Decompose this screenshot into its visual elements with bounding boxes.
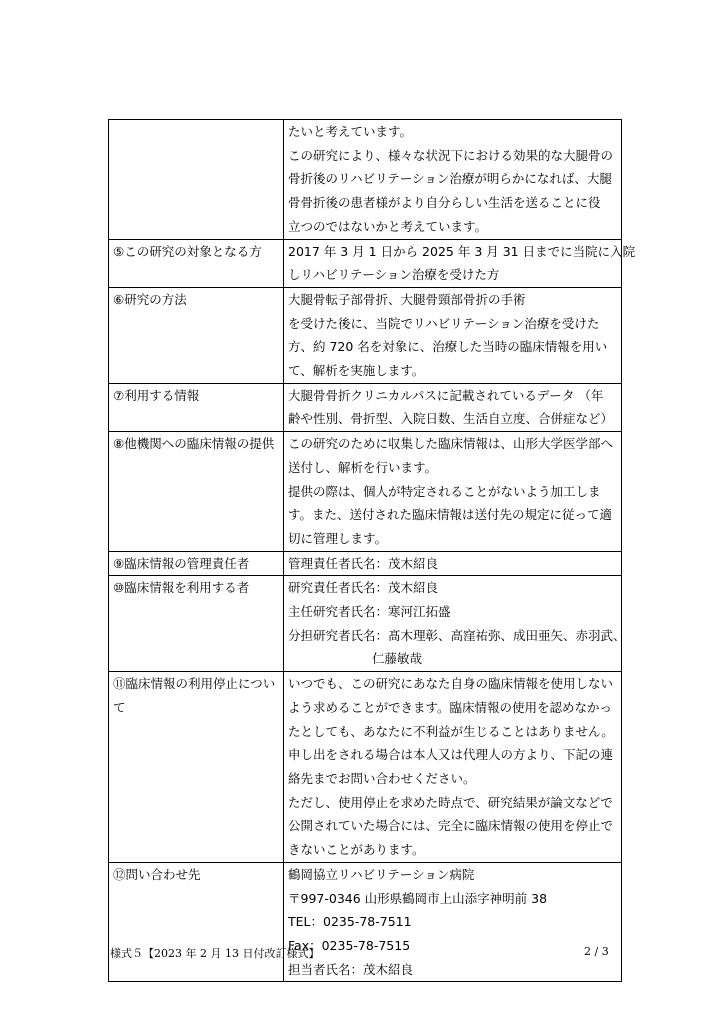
row-label [109,432,284,552]
table-row [109,287,622,383]
table-row [109,576,622,672]
info-table [108,119,636,982]
content-line: よう求めることができます。臨床情報の使用を認めなかっ [288,699,613,715]
row-label [109,239,284,287]
content-line: 送付し、解析を行います。 [288,459,438,475]
content-line: 分担研究者氏名：髙木理彰、高窪祐弥、成田亜矢、赤羽武、 [288,627,626,643]
content-line: 大腿骨骨折クリニカルパスに記載されているデータ （年 [288,387,604,403]
info-table-body [109,120,636,982]
label-line: ⑫問い合わせ先 [113,866,201,882]
footer-page-number: 2 / 3 [584,945,609,958]
row-content [284,576,626,672]
row-label [109,383,284,431]
label-line: ⑦利用する情報 [113,387,200,403]
content-line: しリハビリテーション治療を受けた方 [288,267,500,283]
label-line: ⑪臨床情報の利用停止につい [113,676,276,692]
label-line: て [113,699,126,715]
row-content [284,287,622,383]
content-line: 2017 年 3 月 1 日から 2025 年 3 月 31 日までに当院に入院 [288,243,636,259]
table-row [109,551,622,576]
content-line: いつでも、この研究にあなた自身の臨床情報を使用しない [288,676,614,692]
label-line: ⑥研究の方法 [113,291,187,307]
content-line: Fax：0235-78-7515 [288,937,411,953]
table-row [109,862,622,982]
content-line: ただし、使用停止を求めた時点で、研究結果が論文などで [288,794,613,810]
table-row [109,672,622,863]
content-line: 切に管理します。 [288,530,388,546]
content-line: 主任研究者氏名：寒河江拓盛 [288,604,451,620]
content-line: TEL：0235-78-7511 [288,914,412,930]
content-line: 担当者氏名：茂木紹良 [288,961,414,977]
content-line: す。また、送付された臨床情報は送付先の規定に従って適 [288,507,613,523]
content-line: たいと考えています。 [288,124,413,139]
content-line: きないことがあります。 [288,842,425,858]
content-line: この研究のために収集した臨床情報は、山形大学医学部へ [288,436,614,452]
row-content [284,239,636,287]
row-content [284,551,622,576]
row-content [284,432,622,552]
table-row [109,239,622,287]
content-line: 齢や性別、骨折型、入院日数、生活自立度、合併症など） [288,411,614,427]
content-line: を受けた後に、当院でリハビリテーション治療を受けた [288,315,600,331]
row-label [109,672,284,863]
content-line: 鶴岡協立リハビリテーション病院 [288,866,475,882]
content-line: 立つのではないかと考えています。 [288,218,488,234]
content-line: たとしても、あなたに不利益が生じることはありません。 [288,723,614,739]
row-content [284,120,622,240]
label-line: ⑨臨床情報の管理責任者 [113,555,250,571]
content-line: この研究により、様々な状況下における効果的な大腿骨の [288,147,614,163]
label-line: ⑤この研究の対象となる方 [113,243,262,259]
content-line: て、解析を実施します。 [288,363,425,379]
content-line: 絡先までお問い合わせください。 [288,770,476,786]
row-label [109,120,284,240]
row-content [284,862,622,982]
content-line: 骨折後のリハビリテーション治療が明らかになれば、大腿 [288,171,612,187]
row-label [109,551,284,576]
table-row [109,432,622,552]
label-line: ⑩臨床情報を利用する者 [113,580,250,596]
content-line: 骨骨折後の患者様がより自分らしい生活を送ることに役 [288,195,601,211]
row-label [109,287,284,383]
row-label [109,862,284,982]
row-content [284,383,622,431]
content-line: 研究責任者氏名：茂木紹良 [288,580,439,596]
table-row [109,120,622,240]
row-content [284,672,622,863]
content-line: 管理責任者氏名：茂木紹良 [288,555,439,571]
content-line: 仁藤敏哉 [372,651,423,667]
table-row [109,383,622,431]
content-line: 公開されていた場合には、完全に臨床情報の使用を停止で [288,818,614,834]
content-line: 提供の際は、個人が特定されることがないよう加工しま [288,483,601,499]
content-line: 〒997-0346 山形県鶴岡市上山添字神明前 38 [288,890,548,906]
label-line: ⑧他機関への臨床情報の提供 [113,436,275,452]
content-line: 申し出をされる場合は本人又は代理人の方より、下記の連 [288,747,614,763]
footer-form-version: 様式５【2023 年 2 月 13 日付改訂様式】 [110,947,320,960]
content-line: 方、約 720 名を対象に、治療した当時の臨床情報を用い [288,339,608,355]
content-line: 大腿骨転子部骨折、大腿骨頸部骨折の手術 [288,291,526,307]
row-label [109,576,284,672]
